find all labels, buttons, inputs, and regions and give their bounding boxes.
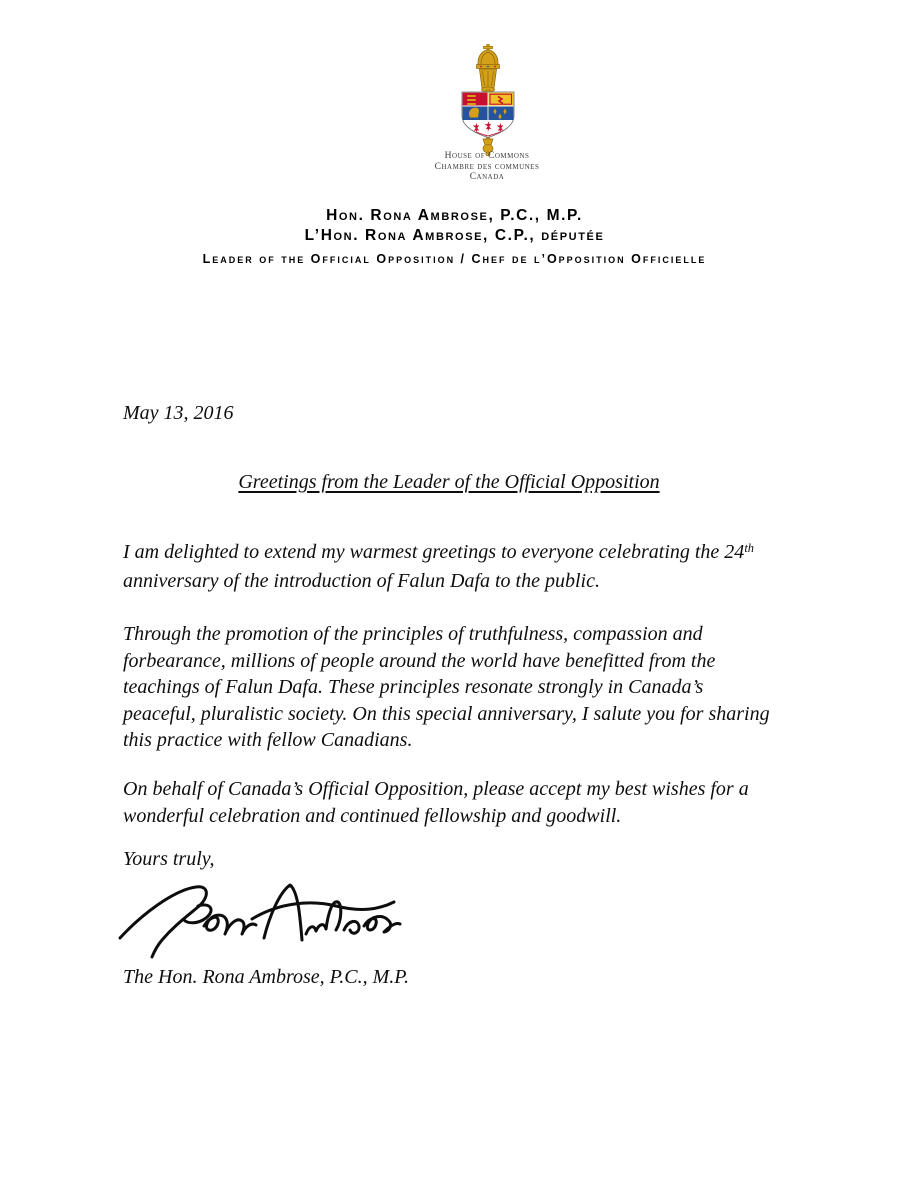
letter-subject-text: Greetings from the Leader of the Official Opposition bbox=[238, 471, 660, 493]
org-name-fr: Chambre des communes bbox=[434, 161, 540, 172]
official-name-fr: L’Hon. Rona Ambrose, C.P., députée bbox=[304, 227, 605, 244]
org-country: Canada bbox=[469, 172, 505, 183]
signoff-name: The Hon. Rona Ambrose, P.C., M.P. bbox=[123, 966, 409, 988]
org-name-block bbox=[435, 151, 540, 183]
handwritten-signature bbox=[112, 874, 404, 966]
paragraph-2: Through the promotion of the principles of truthfulness, compassion and forbearance, millions of people around the world have benefitted from the teachings of Falun Dafa. These principles resonate strongly in Canada’s peaceful, pluralistic society. On this special anniversary, I salute you for sharing this practice with fellow Canadians. bbox=[123, 623, 770, 751]
ordinal-superscript: th bbox=[744, 541, 754, 556]
letterhead-names bbox=[0, 207, 909, 266]
shield-icon bbox=[462, 92, 514, 138]
letter-subject bbox=[123, 469, 775, 496]
paragraph-3: On behalf of Canada’s Official Opposition, please accept my best wishes for a wonderful celebration and continued fellowship and goodwill. bbox=[123, 778, 749, 827]
org-name-en: House of Commons bbox=[444, 151, 530, 161]
closing-salutation: Yours truly, bbox=[123, 848, 215, 870]
letter-date: May 13, 2016 bbox=[123, 402, 234, 424]
paragraph-1-text: I am delighted to extend my warmest greetings to everyone celebrating the 24 bbox=[123, 541, 745, 563]
house-of-commons-crest-icon bbox=[458, 44, 518, 156]
official-name-en: Hon. Rona Ambrose, P.C., M.P. bbox=[326, 207, 583, 224]
paragraph-1 bbox=[123, 539, 775, 594]
paragraph-1-text-cont: anniversary of the introduction of Falun Dafa to the public. bbox=[123, 569, 600, 592]
official-role-line: Leader of the Official Opposition / Chef de l’Opposition Officielle bbox=[202, 252, 707, 266]
